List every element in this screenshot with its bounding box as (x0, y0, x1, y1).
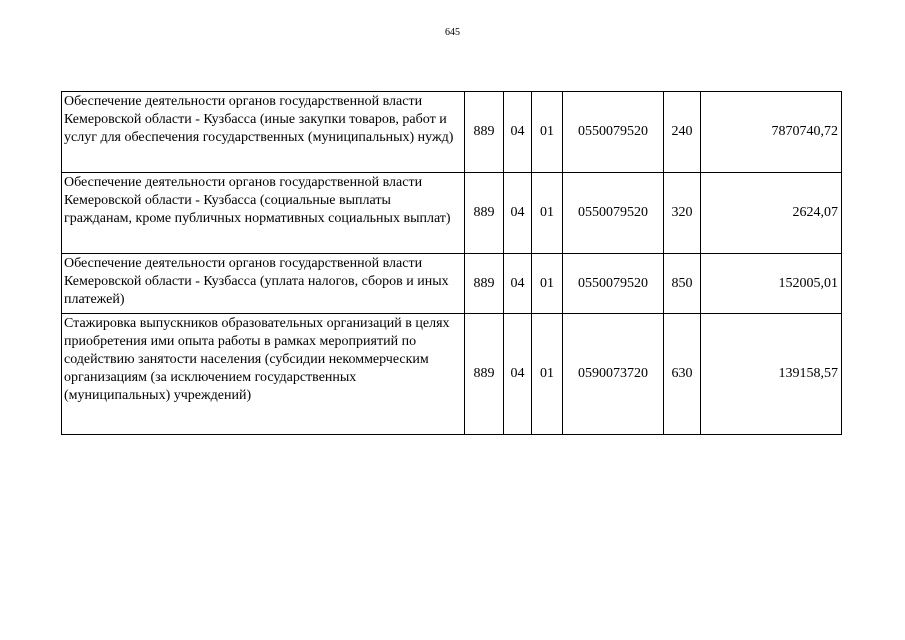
row-target-article: 0550079520 (563, 92, 664, 173)
row-amount: 2624,07 (701, 173, 842, 254)
row-section-code: 04 (504, 92, 532, 173)
page-number: 645 (445, 27, 460, 38)
table-row (62, 314, 842, 435)
row-amount: 139158,57 (701, 314, 842, 435)
row-target-article: 0550079520 (563, 254, 664, 314)
row-amount: 7870740,72 (701, 92, 842, 173)
row-description: Обеспечение деятельности органов государственной власти Кемеровской области - Кузбасса (иные закупки товаров, работ и услуг для обеспечения государственных (муниципальных) нужд) (62, 92, 465, 173)
row-ministry-code: 889 (465, 92, 504, 173)
row-expense-type: 850 (664, 254, 701, 314)
row-ministry-code: 889 (465, 314, 504, 435)
row-section-code: 04 (504, 254, 532, 314)
table-row (62, 92, 842, 173)
row-subsection-code: 01 (532, 254, 563, 314)
row-subsection-code: 01 (532, 314, 563, 435)
row-section-code: 04 (504, 314, 532, 435)
row-subsection-code: 01 (532, 173, 563, 254)
row-subsection-code: 01 (532, 92, 563, 173)
row-expense-type: 630 (664, 314, 701, 435)
table-row (62, 173, 842, 254)
row-amount: 152005,01 (701, 254, 842, 314)
row-target-article: 0590073720 (563, 314, 664, 435)
row-description: Обеспечение деятельности органов государственной власти Кемеровской области - Кузбасса (социальные выплаты гражданам, кроме публичных нормативных социальных выплат) (62, 173, 465, 254)
row-target-article: 0550079520 (563, 173, 664, 254)
row-expense-type: 320 (664, 173, 701, 254)
budget-table (61, 91, 842, 435)
row-ministry-code: 889 (465, 254, 504, 314)
row-expense-type: 240 (664, 92, 701, 173)
table-row (62, 254, 842, 314)
row-description: Обеспечение деятельности органов государственной власти Кемеровской области - Кузбасса (уплата налогов, сборов и иных платежей) (62, 254, 465, 314)
row-description: Стажировка выпускников образовательных организаций в целях приобретения ими опыта работы в рамках мероприятий по содействию занятости населения (субсидии некоммерческим организациям (за исключением государственных (муниципальных) учреждений) (62, 314, 465, 435)
row-section-code: 04 (504, 173, 532, 254)
row-ministry-code: 889 (465, 173, 504, 254)
